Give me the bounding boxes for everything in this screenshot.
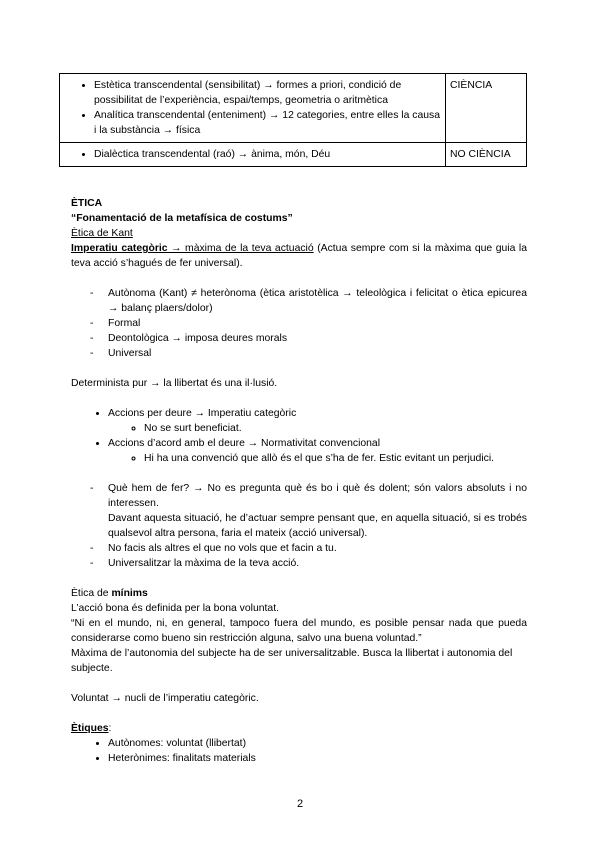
minims-quote: “Ni en el mundo, ni, en general, tampoco fuera del mundo, es posible pensar nada que pueda considerarse como bueno sin restricción alguna, salvo una buena voluntad.” [71, 618, 527, 644]
table-cell [60, 74, 446, 143]
list-item: - No facis als altres el que no vols que et facin a tu. [71, 541, 527, 556]
imperatiu-term: Imperatiu categòric [71, 243, 168, 254]
etiques-heading: Ètiques: [71, 723, 112, 734]
imperatiu-definition: màxima de la teva actuació [185, 243, 314, 254]
list-item: - Què hem de fer? → No es pregunta què és bo i què és dolent; són valors absoluts i no interessen. Davant aquesta situació, he d’actuar sempre pensant que, en aquella situació, si es trobés qualsevol altra persona, faria el mateix (acció universal). [71, 481, 527, 541]
imperatiu-paragraph [71, 241, 527, 271]
table-cell-label: CIÈNCIA [446, 74, 527, 143]
list-item: • Analítica transcendental (enteniment) → 12 categories, entre elles la causa i la substància → física [94, 108, 441, 138]
voluntat-line: Voluntat → nucli de l’imperatiu categòric. [71, 693, 259, 704]
sub-list-item: ◦ Hi ha una convenció que allò és el que s’ha de fer. Estic evitant un perjudici. [144, 451, 527, 466]
questions-list [71, 481, 527, 571]
accions-list [71, 406, 527, 466]
list-item: • Estètica transcendental (sensibilitat) → formes a priori, condició de possibilitat de l’experiència, espai/temps, geometria o aritmètica [94, 78, 441, 108]
list-item: • Accions per deure → Imperatiu categòric ◦ No se surt beneficiat. [108, 406, 527, 436]
etiques-list [71, 736, 527, 766]
sub-list-item: ◦ No se surt beneficiat. [144, 421, 527, 436]
table-cell [60, 143, 446, 167]
etica-section [71, 196, 527, 766]
list-item: • Dialèctica transcendental (raó) → ànima, món, Déu [94, 147, 441, 162]
list-item: - Autònoma (Kant) ≠ heterònoma (ètica aristotèlica → teleològica i felicitat o ètica epicurea → balanç plaers/dolor) [71, 286, 527, 316]
list-item: - Universalitzar la màxima de la teva acció. [71, 556, 527, 571]
table-row [60, 143, 527, 167]
kant-criticism-table [59, 73, 527, 167]
list-item: • Heterònimes: finalitats materials [108, 751, 527, 766]
list-item: - Universal [71, 346, 527, 361]
section-heading: ÈTICA [71, 198, 103, 209]
book-title: “Fonamentació de la metafísica de costums” [71, 213, 293, 224]
page-number: 2 [296, 798, 304, 810]
list-item: - Deontològica → imposa deures morals [71, 331, 527, 346]
determinista-line: Determinista pur → la llibertat és una il·lusió. [71, 378, 278, 389]
minims-heading: Ètica de mínims [71, 588, 148, 599]
table-cell-label: NO CIÈNCIA [446, 143, 527, 167]
imperatiu-explanation: (Actua sempre com si la màxima que guia la teva acció s’hagués de fer universal). [71, 243, 527, 269]
table-row [60, 74, 527, 143]
list-item: - Formal [71, 316, 527, 331]
list-item: • Autònomes: voluntat (llibertat) [108, 736, 527, 751]
minims-line: L’acció bona és definida per la bona voluntat. [71, 603, 279, 614]
list-item: • Accions d’acord amb el deure → Normativitat convencional ◦ Hi ha una convenció que allò és el que s’ha de fer. Estic evitant un perjudici. [108, 436, 527, 466]
imperatiu-arrow: → [167, 243, 186, 254]
kant-ethics-link[interactable]: Ètica de Kant [71, 228, 133, 239]
minims-line: Màxima de l’autonomia del subjecte ha de ser universalitzable. Busca la llibertat i autonomia del subjecte. [71, 648, 513, 674]
properties-list [71, 286, 527, 361]
